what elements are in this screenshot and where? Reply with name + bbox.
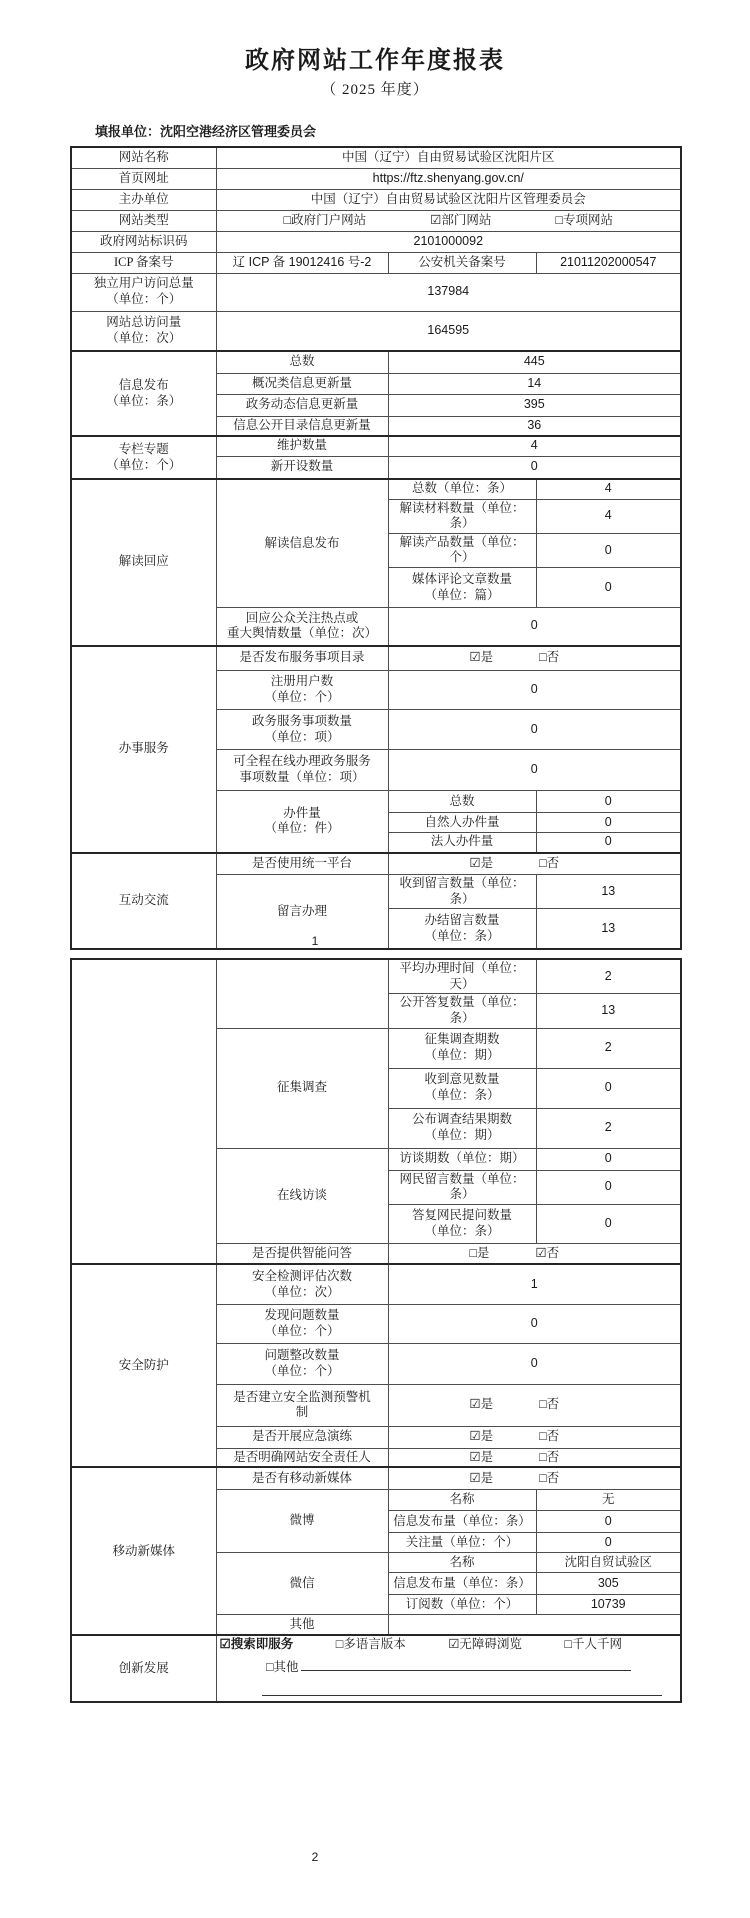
page-number-2: 2 [311, 1850, 319, 1864]
mobile-other-label: 其他 [216, 1614, 388, 1635]
unique-visits-unit: （单位：个） [106, 292, 182, 306]
checkbox-no: □否 [539, 650, 560, 665]
service-items-label [216, 710, 388, 750]
service-items-label-line1: 政务服务事项数量 [251, 713, 352, 728]
checkbox-special-site: □专项网站 [555, 212, 613, 227]
weibo-section-label: 微博 [216, 1489, 388, 1552]
special-columns-label: 专栏专题 [118, 441, 169, 456]
survey-row1-value: 0 [536, 1068, 681, 1108]
messages-continued-cell [216, 959, 388, 1028]
checkbox-yes: □是 [469, 1245, 490, 1260]
info-pub-row2-label: 政务动态信息更新量 [216, 394, 388, 416]
interaction-section-label: 互动交流 [71, 853, 216, 949]
handled-row1-label: 自然人办件量 [388, 813, 536, 833]
reg-users-label [216, 671, 388, 710]
security-row0-label-line2: （单位：次） [264, 1284, 340, 1299]
icp-value: 辽 ICP 备 19012416 号-2 [216, 252, 388, 273]
info-pub-row1-value: 14 [388, 373, 681, 394]
interview-row2-label [388, 1204, 536, 1243]
innovation-section-label: 创新发展 [71, 1635, 216, 1702]
wechat-row0-value: 沈阳自贸试验区 [536, 1552, 681, 1572]
security-drill-label: 是否开展应急演练 [216, 1426, 388, 1448]
interview-row2-value: 0 [536, 1204, 681, 1243]
security-row1-label [216, 1304, 388, 1343]
special-columns-row1-label: 新开设数量 [216, 456, 388, 479]
interview-row0-label: 访谈期数（单位：期） [388, 1148, 536, 1170]
checkbox-yes: ☑是 [469, 1397, 494, 1412]
unified-platform-yes-no [388, 853, 681, 875]
info-pub-row0-label: 总数 [216, 351, 388, 373]
interpretation-row2-label: 解读产品数量（单位：个） [388, 533, 536, 567]
security-row0-label [216, 1264, 388, 1304]
unique-visits-label-line1: 独立用户访问总量 [93, 276, 194, 291]
handled-row0-value: 0 [536, 791, 681, 813]
security-row1-value: 0 [388, 1304, 681, 1343]
interaction-continued-cell [71, 959, 216, 1264]
survey-row0-label-line2: （单位：期） [424, 1048, 500, 1062]
handled-unit: （单位：件） [264, 821, 340, 836]
interpretation-row2-value: 0 [536, 533, 681, 567]
service-section-label: 办事服务 [71, 646, 216, 853]
security-row0-value: 1 [388, 1264, 681, 1304]
weibo-row0-value: 无 [536, 1489, 681, 1510]
checkbox-yes: ☑是 [469, 1449, 494, 1464]
interview-section-label: 在线访谈 [216, 1148, 388, 1243]
info-pub-row2-value: 395 [388, 394, 681, 416]
interview-row1-label: 网民留言数量（单位：条） [388, 1170, 536, 1204]
info-pub-section-label [71, 351, 216, 436]
interview-row1-value: 0 [536, 1170, 681, 1204]
checkbox-yes: ☑是 [469, 1429, 494, 1444]
checkbox-personalized: □千人千网 [564, 1637, 622, 1652]
survey-row0-value: 2 [536, 1028, 681, 1068]
site-type-options [216, 210, 681, 231]
interpretation-row3-value: 0 [536, 568, 681, 608]
mobile-other-value [388, 1614, 681, 1635]
messages-row1-label-line2: （单位：条） [424, 928, 500, 943]
interview-row0-value: 0 [536, 1148, 681, 1170]
survey-section-label: 征集调查 [216, 1028, 388, 1148]
info-pub-row3-label: 信息公开目录信息更新量 [216, 416, 388, 436]
messages-row1-label-line1: 办结留言数量 [424, 912, 500, 927]
wechat-row2-label: 订阅数（单位：个） [388, 1594, 536, 1614]
interview-row2-label-line1: 答复网民提问数量 [411, 1208, 512, 1223]
police-record-value: 21011202000547 [536, 252, 681, 273]
blank-underline [301, 1659, 631, 1671]
security-section-label: 安全防护 [71, 1264, 216, 1467]
checkbox-no: □否 [539, 1449, 560, 1464]
security-row1-label-line1: 发现问题数量 [264, 1308, 340, 1323]
security-drill-yes-no [388, 1426, 681, 1448]
interpretation-row3-label [388, 568, 536, 608]
handled-label: 办件量 [283, 805, 321, 820]
weibo-row2-value: 0 [536, 1532, 681, 1552]
respond-hotspot-label-line2: 重大舆情数量（单位：次） [226, 626, 377, 641]
sponsor-value: 中国（辽宁）自由贸易试验区沈阳片区管理委员会 [216, 189, 681, 210]
site-name-label: 网站名称 [71, 147, 216, 168]
checkbox-no: □否 [539, 1397, 560, 1412]
messages-section-label: 留言办理 [216, 875, 388, 949]
service-items-unit: （单位：项） [264, 729, 340, 744]
survey-row2-label-line1: 公布调查结果期数 [411, 1112, 512, 1127]
total-visits-value: 164595 [216, 311, 681, 351]
service-catalog-label: 是否发布服务事项目录 [216, 646, 388, 671]
total-visits-unit: （单位：次） [106, 330, 182, 345]
innovation-other-line [220, 1659, 678, 1676]
special-columns-row1-value: 0 [388, 456, 681, 479]
reg-users-label-line1: 注册用户数 [270, 674, 334, 689]
total-visits-label-line1: 网站总访问量 [106, 315, 182, 330]
messages-row1-value: 13 [536, 909, 681, 949]
survey-row2-value: 2 [536, 1108, 681, 1148]
messages-row0-label: 收到留言数量（单位：条） [388, 875, 536, 909]
unique-visits-value: 137984 [216, 273, 681, 311]
weibo-row1-label: 信息发布量（单位：条） [388, 1510, 536, 1532]
survey-row0-label [388, 1028, 536, 1068]
wechat-section-label: 微信 [216, 1552, 388, 1614]
respond-hotspot-value: 0 [388, 608, 681, 646]
checkbox-no: □否 [539, 1429, 560, 1444]
report-year: （ 2025 年度） [321, 82, 429, 98]
interpretation-pub-label: 解读信息发布 [216, 479, 388, 608]
survey-row2-label-line2: （单位：期） [424, 1128, 500, 1142]
checkbox-yes: ☑是 [469, 1470, 494, 1485]
security-row2-label-line2: （单位：个） [264, 1363, 340, 1378]
checkbox-other: □其他 [265, 1660, 299, 1674]
wechat-row1-label: 信息发布量（单位：条） [388, 1572, 536, 1594]
interpretation-row1-value: 4 [536, 499, 681, 533]
site-name-value: 中国（辽宁）自由贸易试验区沈阳片区 [216, 147, 681, 168]
survey-row1-label [388, 1068, 536, 1108]
respond-hotspot-label-line1: 回应公众关注热点或 [245, 610, 359, 625]
security-warning-yes-no [388, 1384, 681, 1426]
unified-platform-label: 是否使用统一平台 [216, 853, 388, 875]
survey-row1-label-line1: 收到意见数量 [424, 1072, 500, 1087]
smart-qa-label: 是否提供智能问答 [216, 1243, 388, 1264]
security-owner-yes-no [388, 1448, 681, 1467]
interpretation-row0-label: 总数（单位：条） [388, 479, 536, 499]
survey-row1-label-line2: （单位：条） [424, 1088, 500, 1102]
unique-visits-label [71, 273, 216, 311]
blank-underline [262, 1684, 662, 1696]
interpretation-row3-label-line1: 媒体评论文章数量 [411, 571, 512, 586]
checkbox-yes: ☑是 [469, 855, 494, 870]
handled-row2-value: 0 [536, 833, 681, 853]
survey-row0-label-line1: 征集调查期数 [424, 1032, 500, 1047]
interpretation-row0-value: 4 [536, 479, 681, 499]
report-unit: 填报单位：沈阳空港经济区管理委员会 [95, 124, 317, 139]
security-warning-label-line1: 是否建立安全监测预警机 [233, 1389, 371, 1404]
mobile-media-has-label: 是否有移动新媒体 [216, 1467, 388, 1489]
checkbox-no: □否 [539, 1470, 560, 1485]
security-warning-label-line2: 制 [295, 1405, 309, 1420]
online-items-label-line1: 可全程在线办理政务服务 [233, 754, 371, 769]
page-title: 政府网站工作年度报表 [245, 48, 505, 74]
service-catalog-yes-no [388, 646, 681, 671]
special-columns-section-label [71, 436, 216, 479]
interpretation-row1-label: 解读材料数量（单位：条） [388, 499, 536, 533]
site-code-label: 政府网站标识码 [71, 231, 216, 252]
reg-users-unit: （单位：个） [264, 690, 340, 704]
security-row1-label-line2: （单位：个） [264, 1323, 340, 1338]
police-record-label: 公安机关备案号 [388, 252, 536, 273]
interpretation-section-label: 解读回应 [71, 479, 216, 646]
respond-hotspot-label [216, 608, 388, 646]
special-columns-unit: （单位：个） [106, 457, 182, 472]
checkbox-portal-site: □政府门户网站 [283, 212, 367, 227]
checkbox-accessibility: ☑无障碍浏览 [448, 1637, 522, 1652]
smart-qa-yes-no [388, 1243, 681, 1264]
info-pub-row1-label: 概况类信息更新量 [216, 373, 388, 394]
survey-row2-label [388, 1108, 536, 1148]
handled-row0-label: 总数 [388, 791, 536, 813]
checkbox-search-service: ☑搜索即服务 [219, 1637, 294, 1652]
interpretation-row3-label-line2: （单位：篇） [424, 587, 500, 602]
security-row2-label [216, 1343, 388, 1384]
messages-row0-value: 13 [536, 875, 681, 909]
online-items-value: 0 [388, 750, 681, 791]
mobile-media-has-yes-no [388, 1467, 681, 1489]
avg-handle-time-value: 2 [536, 959, 681, 994]
innovation-options [220, 1637, 678, 1653]
checkbox-multilingual: □多语言版本 [335, 1637, 406, 1652]
innovation-blank-line [220, 1684, 678, 1701]
wechat-row2-value: 10739 [536, 1594, 681, 1614]
home-url-label: 首页网址 [71, 168, 216, 189]
interview-row2-label-line2: （单位：条） [424, 1223, 500, 1238]
innovation-content [216, 1635, 681, 1702]
weibo-row0-label: 名称 [388, 1489, 536, 1510]
checkbox-department-site: ☑部门网站 [430, 212, 492, 227]
icp-label: ICP 备案号 [71, 252, 216, 273]
checkbox-no: □否 [539, 855, 560, 870]
weibo-row2-label: 关注量（单位：个） [388, 1532, 536, 1552]
service-items-value: 0 [388, 710, 681, 750]
security-row2-label-line1: 问题整改数量 [264, 1348, 340, 1363]
online-items-label-line2: 事项数量（单位：项） [239, 770, 365, 784]
info-pub-unit: （单位：条） [106, 393, 182, 408]
info-pub-label: 信息发布 [118, 377, 169, 392]
security-owner-label: 是否明确网站安全责任人 [216, 1448, 388, 1467]
reg-users-value: 0 [388, 671, 681, 710]
checkbox-yes: ☑是 [469, 650, 494, 665]
special-columns-row0-label: 维护数量 [216, 436, 388, 456]
home-url-value: https://ftz.shenyang.gov.cn/ [216, 168, 681, 189]
public-reply-value: 13 [536, 994, 681, 1028]
weibo-row1-value: 0 [536, 1510, 681, 1532]
total-visits-label [71, 311, 216, 351]
wechat-row1-value: 305 [536, 1572, 681, 1594]
avg-handle-time-label: 平均办理时间（单位：天） [388, 959, 536, 994]
info-pub-row3-value: 36 [388, 416, 681, 436]
mobile-media-section-label: 移动新媒体 [71, 1467, 216, 1635]
report-table-page2 [70, 958, 682, 1703]
sponsor-label: 主办单位 [71, 189, 216, 210]
handled-row2-label: 法人办件量 [388, 833, 536, 853]
security-warning-label [216, 1384, 388, 1426]
security-row0-label-line1: 安全检测评估次数 [251, 1268, 352, 1283]
site-code-value: 2101000092 [216, 231, 681, 252]
security-row2-value: 0 [388, 1343, 681, 1384]
wechat-row0-label: 名称 [388, 1552, 536, 1572]
handled-section-label [216, 791, 388, 853]
site-type-label: 网站类型 [71, 210, 216, 231]
public-reply-label: 公开答复数量（单位：条） [388, 994, 536, 1028]
page-number-1: 1 [311, 934, 319, 948]
special-columns-row0-value: 4 [388, 436, 681, 456]
handled-row1-value: 0 [536, 813, 681, 833]
online-items-label [216, 750, 388, 791]
info-pub-row0-value: 445 [388, 351, 681, 373]
checkbox-no: ☑否 [535, 1245, 560, 1260]
report-table-page1 [70, 146, 682, 950]
